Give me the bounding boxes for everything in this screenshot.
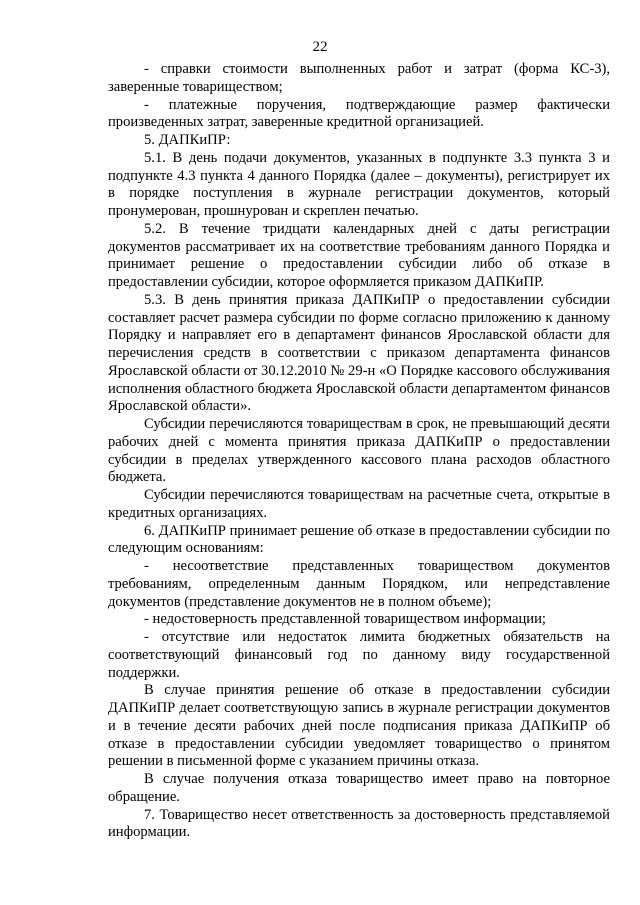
- paragraph-refusal-limit: - отсутствие или недостаток лимита бюджетных обязательств на соответствующий финансовый год по данному виду государственной поддержки.: [108, 629, 610, 681]
- paragraph-section-5-heading: 5. ДАПКиПР:: [144, 132, 231, 148]
- paragraph-refusal-notification: В случае принятия решение об отказе в предоставлении субсидии ДАПКиПР делает соответствующую запись в журнале регистрации документов и в течение десяти рабочих дней после подписания приказа ДАПКиПР об отказе в предоставлении субсидии уведомляет товарищество о принятом решении в письменной форме с указанием причины отказа.: [108, 682, 610, 770]
- paragraph-payment-orders: - платежные поручения, подтверждающие размер фактически произведенных затрат, заверенные кредитной организацией.: [108, 96, 610, 131]
- paragraph-5-2: 5.2. В течение тридцати календарных дней с даты регистрации документов рассматривает их на соответствие требованиям данного Порядка и принимает решение о предоставлении субсидии либо об отказе в предоставлении субсидии, которое оформляется приказом ДАПКиПР.: [108, 220, 610, 290]
- paragraph-refusal-noncompliance: - несоответствие представленных товариществом документов требованиям, определенным данным Порядком, или непредставление документов (представление документов не в полном объеме);: [108, 558, 610, 610]
- page-number: 22: [312, 39, 328, 55]
- paragraph-subsidy-accounts: Субсидии перечисляются товариществам на расчетные счета, открытые в кредитных организациях.: [108, 487, 610, 521]
- paragraph-section-7: 7. Товарищество несет ответственность за достоверность представляемой информации.: [108, 806, 610, 841]
- paragraph-refusal-inaccuracy: - недостоверность представленной товариществом информации;: [144, 611, 546, 628]
- paragraph-section-6: 6. ДАПКиПР принимает решение об отказе в предоставлении субсидии по следующим основаниям:: [108, 522, 610, 557]
- paragraph-5-3: 5.3. В день принятия приказа ДАПКиПР о предоставлении субсидии составляет расчет размера субсидии по форме согласно приложению к данному Порядку и направляет его в департамент финансов Ярославской области для перечисления средств в соответствии с приказом департамента финансов Ярославской области от 30.12.2010 № 29-н «О Порядке кассового обслуживания исполнения областного бюджета Ярославской области департаментом финансов Ярославской области».: [108, 291, 610, 415]
- paragraph-ks3-certificates: - справки стоимости выполненных работ и затрат (форма КС-3), заверенные товариществом;: [108, 61, 610, 95]
- document-body: [108, 61, 610, 842]
- paragraph-5-1: 5.1. В день подачи документов, указанных в подпункте 3.3 пункта 3 и подпункте 4.3 пункта 4 данного Порядка (далее – документы), регистрирует их в порядке поступления в журнале регистрации документов, который пронумерован, прошнурован и скреплен печатью.: [108, 149, 610, 219]
- paragraph-subsidy-transfer-term: Субсидии перечисляются товариществам в срок, не превышающий десяти рабочих дней с момента принятия приказа ДАПКиПР о предоставлении субсидии в пределах утвержденного кассового плана расходов областного бюджета.: [108, 416, 610, 486]
- paragraph-repeat-application: В случае получения отказа товарищество имеет право на повторное обращение.: [108, 771, 610, 805]
